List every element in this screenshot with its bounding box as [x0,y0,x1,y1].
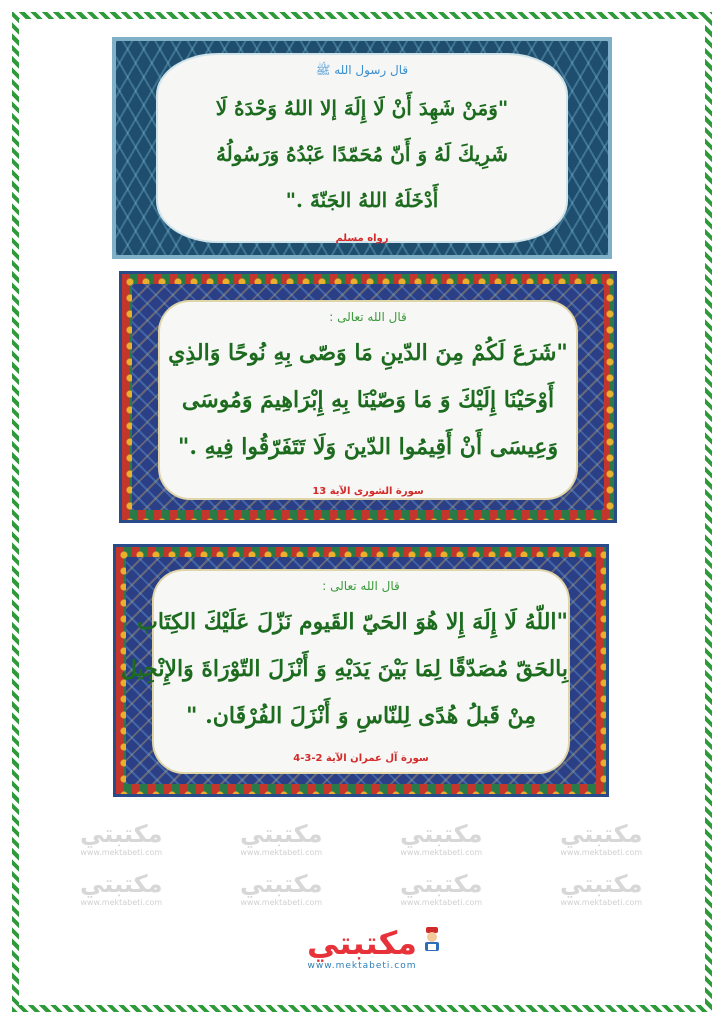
watermark: مكتبتي www.mektabeti.com [80,870,163,907]
card-intro: قال الله تعالى : [329,310,407,324]
text-line: وَعِيسَى أَنْ أَقِيمُوا الدّينَ وَلَا تَتَفَرّقُوا فِيهِ ." [177,434,559,460]
text-line: أَوْحَيْنَا إِلَيْكَ وَ مَا وَصّيْنَا بِهِ إِبْرَاهِيمَ وَمُوسَى [181,387,555,413]
card-intro: قال رسول الله ﷺ [315,63,409,77]
card-text [158,85,566,223]
watermark: مكتبتي www.mektabeti.com [400,820,483,857]
text-line: أَدْخَلَهُ اللهُ الجَنّةَ ." [285,188,439,212]
logo-name: مكتبتي [307,924,417,962]
text-line: "اللّهُ لَا إِلَهَ إِلا هُوَ الحَيّ القَيوم نَزّلَ عَلَيْكَ الكِتَاب [137,609,568,635]
card-text [160,330,576,471]
verse-card [119,271,617,523]
card-source: رواه مسلم [335,233,389,244]
watermark: مكتبتي www.mektabeti.com [80,820,163,857]
watermark: مكتبتي www.mektabeti.com [240,820,323,857]
text-line: "شَرَعَ لَكُمْ مِنَ الدّينِ مَا وَصّى بِهِ نُوحًا وَالذِي [168,340,568,366]
text-line: بِالحَقّ مُصَدّقًا لِمَا بَيْنَ يَدَيْهِ وَ أَنْزَلَ التّوْرَاةَ وَالإِنْجِيل [120,656,568,682]
logo-url: www.mektabeti.com [307,961,417,971]
hadith-card [112,37,612,259]
watermark: مكتبتي www.mektabeti.com [560,820,643,857]
card-text [120,599,568,740]
card-inner [158,55,566,244]
watermark: مكتبتي www.mektabeti.com [400,870,483,907]
boy-reading-icon [421,927,443,953]
verse-card [113,544,609,797]
watermark: مكتبتي www.mektabeti.com [560,870,643,907]
site-logo [283,925,441,985]
text-line: "وَمَنْ شَهِدَ أَنْ لَا إِلَهَ إلا اللهُ وَحْدَهُ لَا [215,96,509,120]
card-inner [120,571,568,772]
text-line: شَرِيكَ لَهُ وَ أَنّ مُحَمّدًا عَبْدُهُ وَرَسُولُهُ [215,142,509,166]
card-source: سورة الشورى الآية 13 [312,486,424,497]
card-intro: قال الله تعالى : [322,579,400,593]
card-inner [160,302,576,498]
card-source: سورة آل عمران الآية 2-3-4 [293,753,429,764]
text-line: مِنْ قَبلُ هُدًى لِلنّاسِ وَ أَنْزَلَ الفُرْقَان. " [185,703,537,729]
watermark: مكتبتي www.mektabeti.com [240,870,323,907]
